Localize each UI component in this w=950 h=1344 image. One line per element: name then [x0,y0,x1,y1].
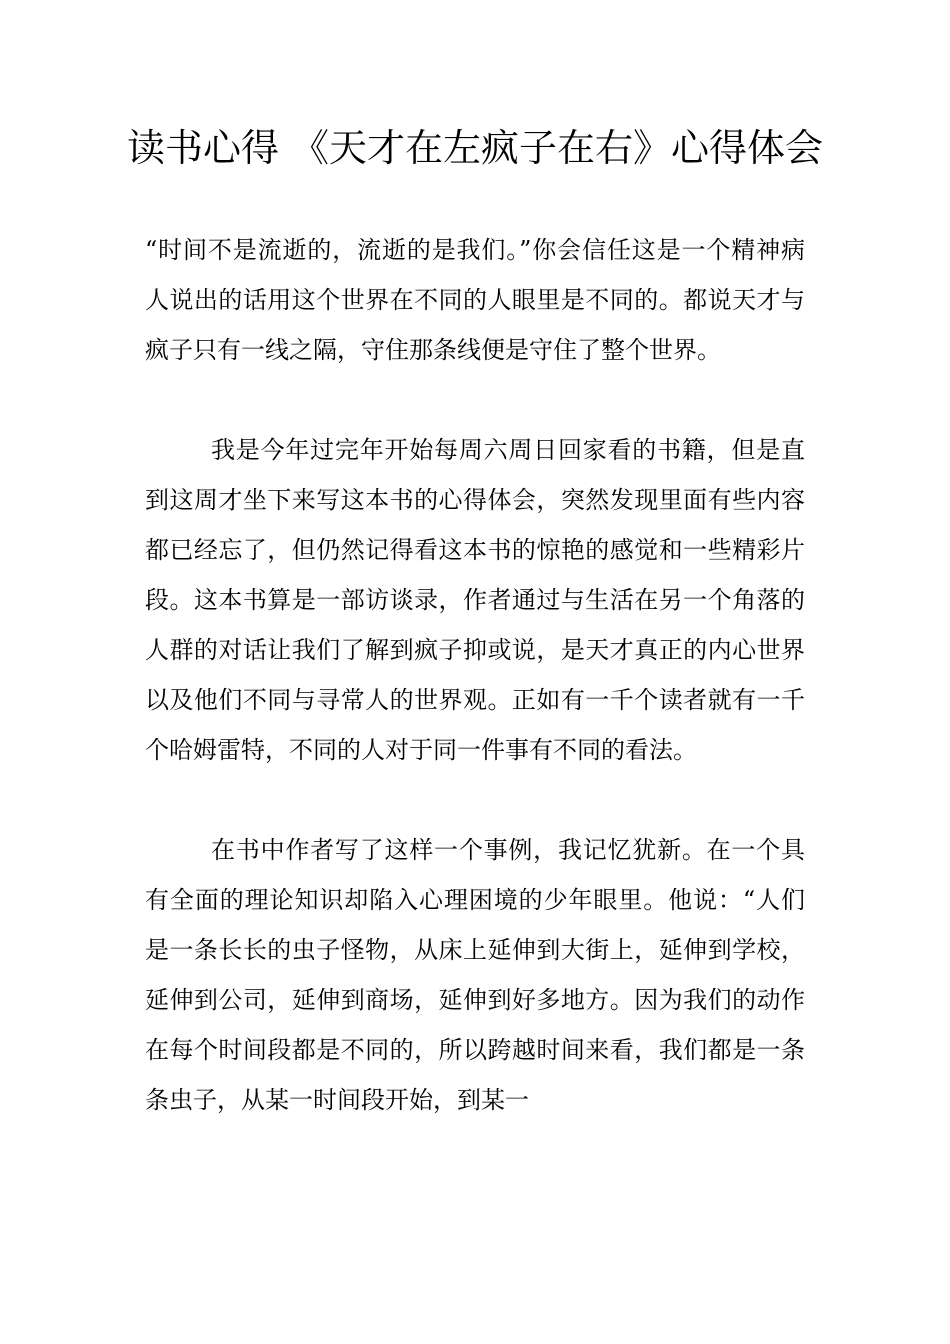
paragraph-3: 在书中作者写了这样一个事例，我记忆犹新。在一个具有全面的理论知识却陷入心理困境的少年眼里。他说：“人们是一条长长的虫子怪物，从床上延伸到大街上，延伸到学校，延伸到公司，延伸到商场，延伸到好多地方。因为我们的动作在每个时间段都是不同的，所以跨越时间来看，我们都是一条条虫子，从某一时间段开始，到某一 [145,836,805,1114]
paragraph-2: 我是今年过完年开始每周六周日回家看的书籍，但是直到这周才坐下来写这本书的心得体会，突然发现里面有些内容都已经忘了，但仍然记得看这本书的惊艳的感觉和一些精彩片段。这本书算是一部访谈录，作者通过与生活在另一个角落的人群的对话让我们了解到疯子抑或说，是天才真正的内心世界以及他们不同与寻常人的世界观。正如有一千个读者就有一千个哈姆雷特，不同的人对于同一件事有不同的看法。 [145,436,805,764]
document-body [145,225,805,1125]
paragraph-1: “时间不是流逝的，流逝的是我们。”你会信任这是一个精神病人说出的话用这个世界在不同的人眼里是不同的。都说天才与疯子只有一线之隔，守住那条线便是守住了整个世界。 [145,236,805,364]
document-title: 读书心得 《天才在左疯子在右》心得体会 [126,126,824,170]
